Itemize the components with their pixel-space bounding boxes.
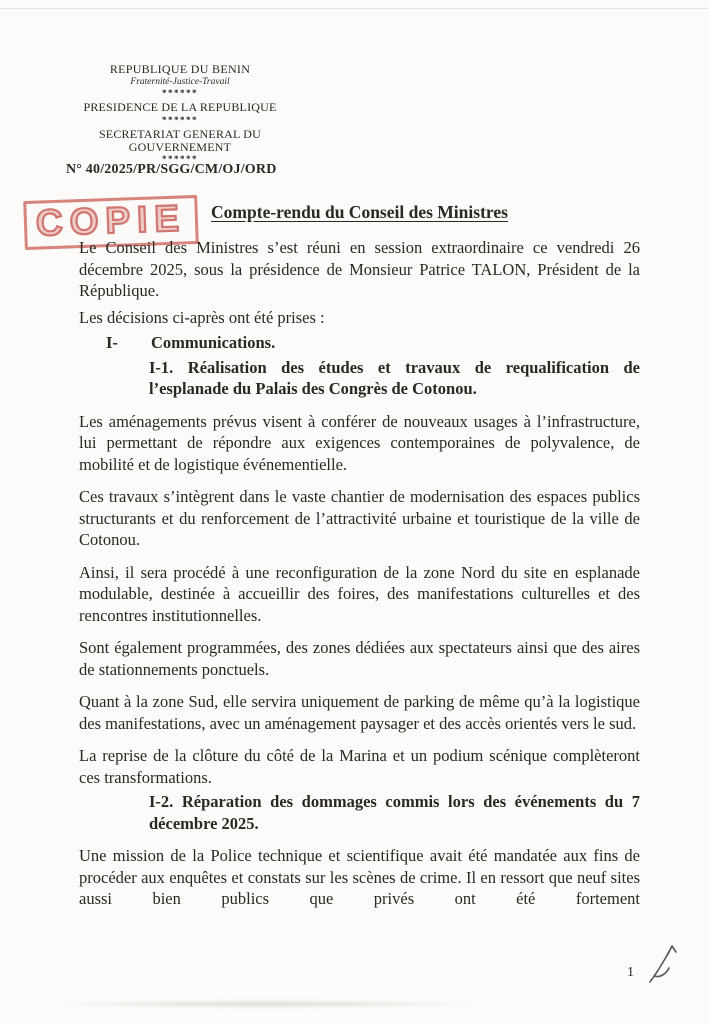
separator-stars: ****** — [162, 154, 198, 165]
body-paragraph: Quant à la zone Sud, elle servira uniquement de parking de même qu’à la logistique des manifestations, avec un aménagement paysager et des accès orientés vers le sud. — [79, 692, 640, 733]
secretariat-line2: GOUVERNEMENT — [128, 139, 232, 154]
body-paragraph: Ces travaux s’intègrent dans le vaste chantier de modernisation des espaces publics structurants et du renforcement de l’attractivité urbaine et touristique de la ville de Cotonou. — [79, 487, 640, 549]
section-heading-communications — [79, 332, 640, 354]
pen-mark-scribble — [642, 938, 684, 996]
page-number: 1 — [627, 965, 634, 980]
secretariat-line1: SECRETARIAT GENERAL DU — [98, 126, 262, 141]
scan-artifact-top-line — [0, 8, 709, 9]
national-motto: Fraternité-Justice-Travail — [130, 77, 230, 88]
body-paragraph: Ainsi, il sera procédé à une reconfiguration de la zone Nord du site en esplanade modulable, destinée à accueillir des foires, des manifestations culturelles et des rencontres institutionnelles. — [79, 562, 640, 625]
copie-stamp-label: COPIE — [35, 197, 187, 244]
subsection-heading-i1: I-1. Réalisation des études et travaux de requalification de l’esplanade du Palais des Congrès de Cotonou. — [149, 357, 640, 398]
separator-stars: ****** — [162, 114, 198, 125]
body-paragraph: Une mission de la Police technique et scientifique avait été mandatée aux fins de procéder aux enquêtes et constats sur les scènes de crime. Il en ressort que neuf sites aussi bien publics que privés ont été fortement — [79, 846, 640, 908]
section-numeral: I- — [106, 333, 118, 352]
subsection-heading-i2: I-2. Réparation des dommages commis lors des événements du 7 décembre 2025. — [149, 792, 640, 833]
separator-stars: ****** — [162, 88, 198, 99]
presidency-name: PRESIDENCE DE LA REPUBLIQUE — [83, 100, 277, 115]
body-paragraph: Sont également programmées, des zones dédiées aux spectateurs ainsi que des aires de stationnements ponctuels. — [79, 638, 640, 679]
document-reference-number: N° 40/2025/PR/SGG/CM/OJ/ORD — [66, 162, 277, 177]
intro-paragraph: Le Conseil des Ministres s’est réuni en session extraordinaire ce vendredi 26 décembre 2025, sous la présidence de Monsieur Patrice TALON, Président de la République. — [79, 238, 640, 300]
letterhead — [30, 63, 330, 164]
body-paragraph: Les aménagements prévus visent à conférer de nouveaux usages à l’infrastructure, lui permettant de répondre aux exigences contemporaines de polyvalence, de mobilité et de logistique événementielle. — [79, 411, 640, 474]
country-name: REPUBLIQUE DU BENIN — [109, 62, 251, 76]
section-title: Communications. — [151, 333, 276, 352]
body-paragraph: La reprise de la clôture du côté de la Marina et un podium scénique complèteront ces transformations. — [79, 746, 640, 787]
scan-artifact-bottom-smudge — [50, 1000, 480, 1008]
document-title: Compte-rendu du Conseil des Ministres — [211, 202, 508, 222]
decisions-line: Les décisions ci-après ont été prises : — [79, 307, 325, 327]
document-body — [79, 237, 640, 910]
